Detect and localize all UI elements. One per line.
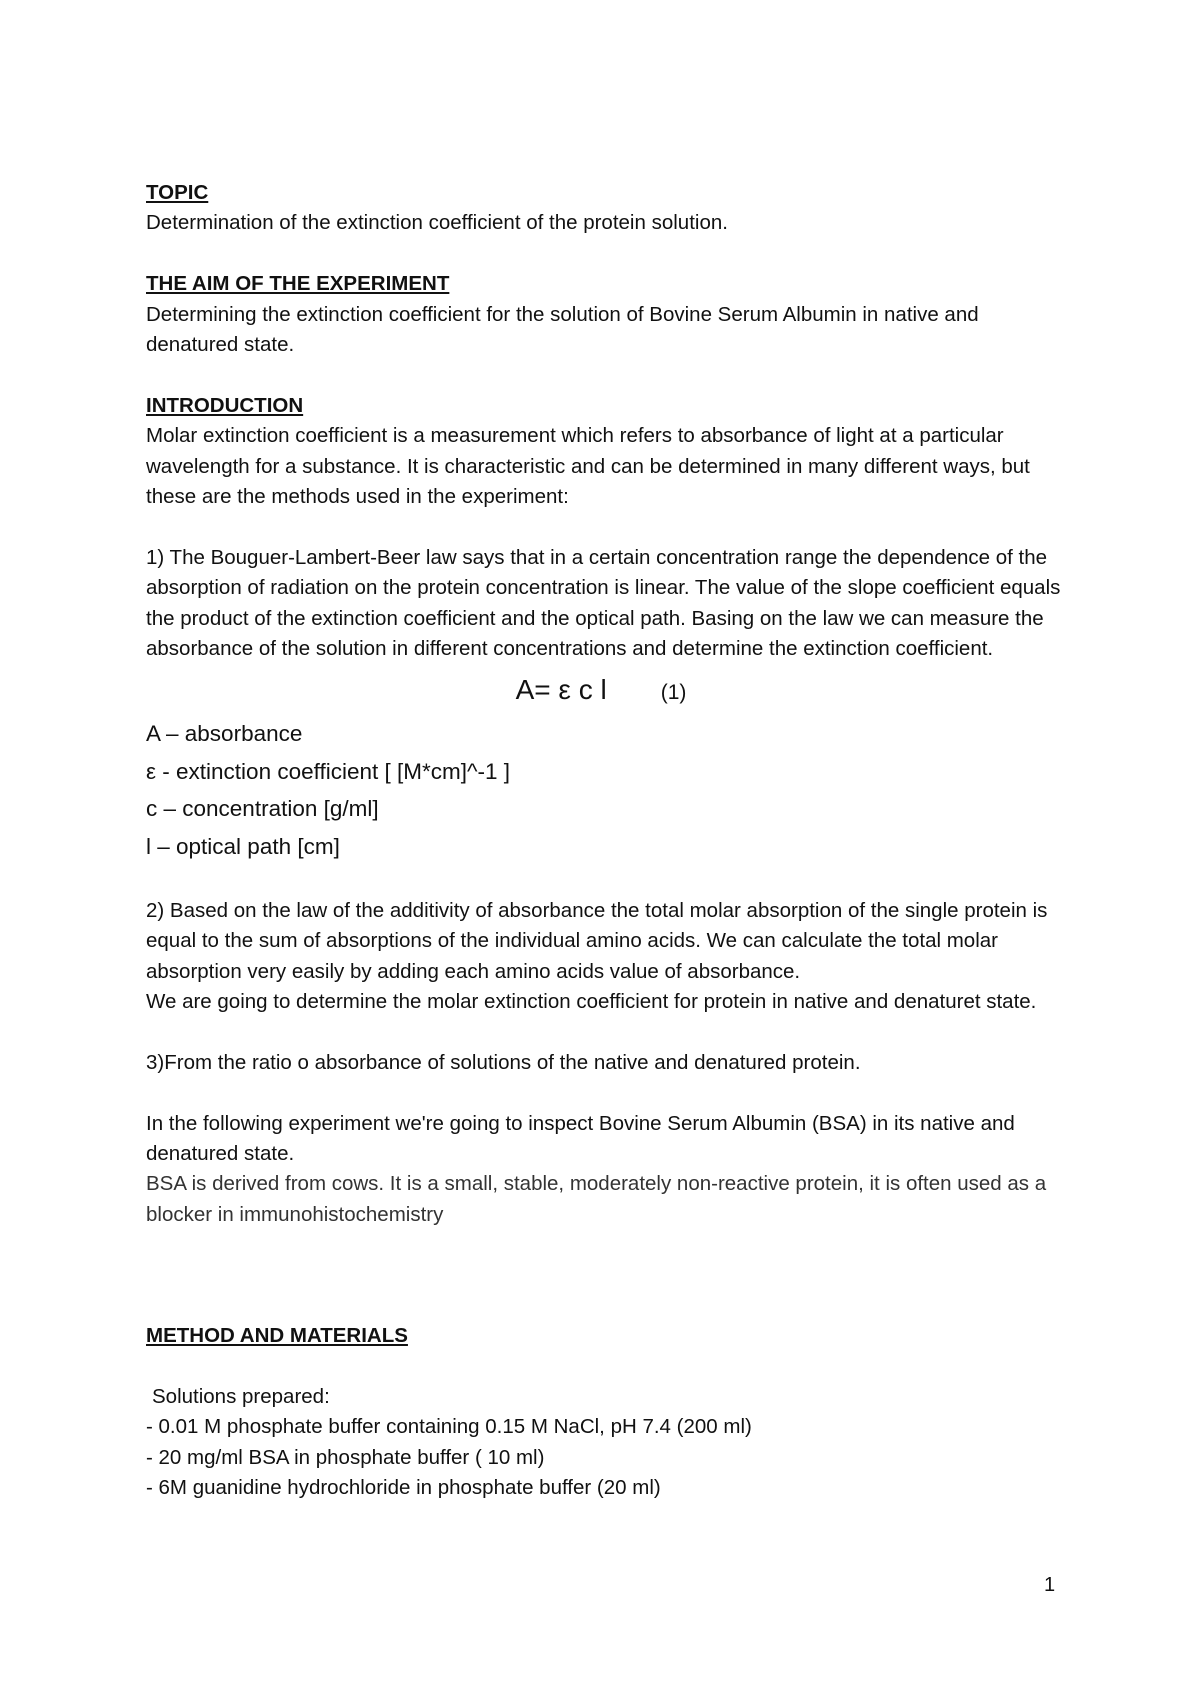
introduction-paragraph: Molar extinction coefficient is a measurement which refers to absorbance of light at a particular wavelength for a substance. It is characteristic and can be determined in many different ways, but these are the methods used in the experiment: (146, 424, 1030, 509)
aim-text: Determining the extinction coefficient for the solution of Bovine Serum Albumin in native and denatured state. (146, 302, 979, 357)
topic-heading: TOPIC (146, 181, 209, 204)
bsa-paragraph: In the following experiment we're going to inspect Bovine Serum Albumin (BSA) in its native and denatured state. (146, 1111, 1015, 1166)
definition-absorbance: A – absorbance (146, 721, 303, 747)
aim-heading: THE AIM OF THE EXPERIMENT (146, 272, 450, 296)
method-2-native-denatured: We are going to determine the molar extinction coefficient for protein in native and denaturet state. (146, 990, 1037, 1014)
method-2-paragraph: 2) Based on the law of the additivity of absorbance the total molar absorption of the single protein is equal to the sum of absorptions of the individual amino acids. We can calculate the total molar absorption very easily by adding each amino acids value of absorbance. (146, 898, 1048, 983)
definition-extinction-coefficient: ε - extinction coefficient [ [M*cm]^-1 ] (146, 758, 511, 784)
solutions-label: Solutions prepared: (152, 1385, 330, 1409)
document-body (146, 178, 1076, 1504)
solution-item: - 0.01 M phosphate buffer containing 0.15 M NaCl, pH 7.4 (200 ml) (146, 1415, 752, 1439)
topic-text: Determination of the extinction coefficient of the protein solution. (146, 211, 728, 235)
page-number: 1 (1044, 1574, 1056, 1596)
formula-definitions (146, 715, 1076, 865)
definition-concentration: c – concentration [g/ml] (146, 796, 379, 822)
bsa-description: BSA is derived from cows. It is a small, stable, moderately non-reactive protein, it is often used as a blocker in immunohistochemistry (146, 1172, 1047, 1226)
solution-item: - 20 mg/ml BSA in phosphate buffer ( 10 ml) (146, 1445, 545, 1469)
method-3-paragraph: 3)From the ratio o absorbance of solutions of the native and denatured protein. (146, 1050, 861, 1074)
beer-lambert-formula (146, 670, 1076, 713)
formula-number: (1) (660, 681, 687, 705)
definition-optical-path: l – optical path [cm] (146, 833, 340, 859)
solution-item: - 6M guanidine hydrochloride in phosphate buffer (20 ml) (146, 1476, 661, 1500)
methods-heading: METHOD AND MATERIALS (146, 1324, 408, 1348)
method-1-paragraph: 1) The Bouguer-Lambert-Beer law says that in a certain concentration range the dependence of the absorption of radiation on the protein concentration is linear. The value of the slope coefficient equals the product of the extinction coefficient and the optical path. Basing on the law we can measure the absorbance of the solution in different concentrations and determine the extinction coefficient. (146, 545, 1061, 661)
introduction-heading: INTRODUCTION (146, 393, 304, 417)
formula-expression: A= ε c l (515, 674, 607, 706)
